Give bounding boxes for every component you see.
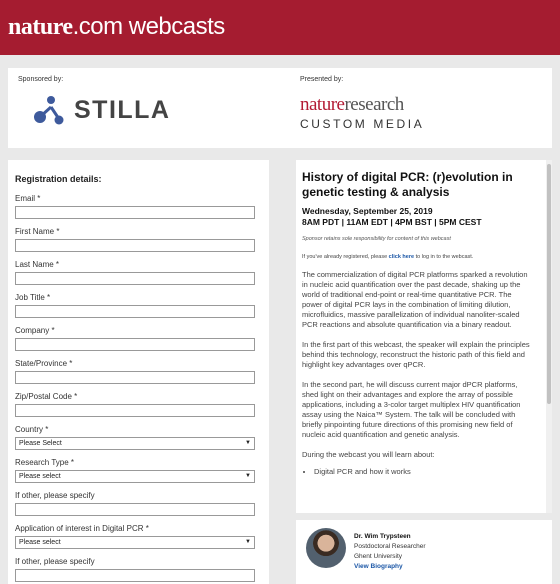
state-province-field: State/Province * [15,359,255,384]
country-select[interactable]: Please Select ▼ [15,437,255,450]
login-link[interactable]: click here [388,254,415,260]
presented-by-label: Presented by: [300,76,344,83]
view-biography-link[interactable]: View Biography [354,563,403,570]
event-description: The commercialization of digital PCR platforms sparked a revolution in nucleic acid quantification over the past decade, shaking up the world of traditional end-point or real-time quantitative PCR. The power of digital PCR lays in the combination of limiting dilution, microfluidics, massive parallelization of individual nanoliter-scaled PCR reactions and absolute quantification via a binary readout. [302,270,528,329]
chevron-down-icon: ▼ [245,473,251,479]
application-field: Application of interest in Digital PCR * Please select ▼ [15,524,255,549]
sponsor-disclaimer: Sponsor retains sole responsibility for content of this webcast [302,236,451,242]
scrollbar-thumb[interactable] [547,164,551,404]
sponsored-by-label: Sponsored by: [18,76,64,83]
email-input[interactable] [15,206,255,219]
state-province-input[interactable] [15,371,255,384]
job-title-input[interactable] [15,305,255,318]
event-description: In the second part, he will discuss current major dPCR platforms, shed light on their advantages and explore the array of possible applications, including a 3-color target multiplex HIV quantification assay using the Naica™ System. The talk will be concluded with briefly pinpointing future directions of this promising new field of nucleic acid quantification and genetic analysis. [302,380,521,439]
research-type-select[interactable]: Please select ▼ [15,470,255,483]
company-field: Company * [15,326,255,351]
event-title: History of digital PCR: (r)evolution in genetic testing & analysis [302,170,513,199]
speaker-avatar [306,528,346,568]
stilla-logo [32,94,171,126]
sponsor-card [8,68,552,148]
application-other-field: If other, please specify [15,557,255,582]
first-name-field: First Name * [15,227,255,252]
application-other-input[interactable] [15,569,255,582]
event-info-panel[interactable] [296,160,552,513]
registration-form [8,160,269,584]
research-type-field: Research Type * Please select ▼ [15,458,255,483]
registration-title: Registration details: [15,174,102,184]
zip-code-input[interactable] [15,404,255,417]
nature-webcasts-logo[interactable]: nature.com webcasts [8,13,225,40]
research-other-field: If other, please specify [15,491,255,516]
learning-list [302,467,534,476]
nature-research-logo: natureresearch CUSTOM MEDIA [300,94,425,131]
scrollbar[interactable] [546,160,552,513]
research-other-input[interactable] [15,503,255,516]
last-name-field: Last Name * [15,260,255,285]
stilla-wordmark: STILLA [74,95,171,124]
event-description: In the first part of this webcast, the speaker will explain the principles behind this technology, reconstruct the historic path of this field and highlight key advantages over qPCR. [302,340,530,369]
site-header [0,0,560,55]
event-date: Wednesday, September 25, 2019 8AM PDT | 11AM EDT | 4PM BST | 5PM CEST [302,206,482,227]
country-field: Country * Please Select ▼ [15,425,255,450]
list-item: • Digital PCR and how it works [314,467,534,476]
chevron-down-icon: ▼ [245,440,251,446]
login-notice: If you've already registered, please click here to log in to the webcast. [302,254,474,260]
last-name-input[interactable] [15,272,255,285]
application-select[interactable]: Please select ▼ [15,536,255,549]
zip-code-field: Zip/Postal Code * [15,392,255,417]
event-description: During the webcast you will learn about: [302,450,435,459]
job-title-field: Job Title * [15,293,255,318]
first-name-input[interactable] [15,239,255,252]
stilla-mark-icon [32,94,68,126]
chevron-down-icon: ▼ [245,539,251,545]
speaker-institution: Ghent University [354,553,403,560]
company-input[interactable] [15,338,255,351]
email-field: Email * [15,194,255,219]
speaker-card [296,520,552,584]
speaker-role: Postdoctoral Researcher [354,543,426,550]
speaker-name: Dr. Wim Trypsteen [354,533,411,540]
